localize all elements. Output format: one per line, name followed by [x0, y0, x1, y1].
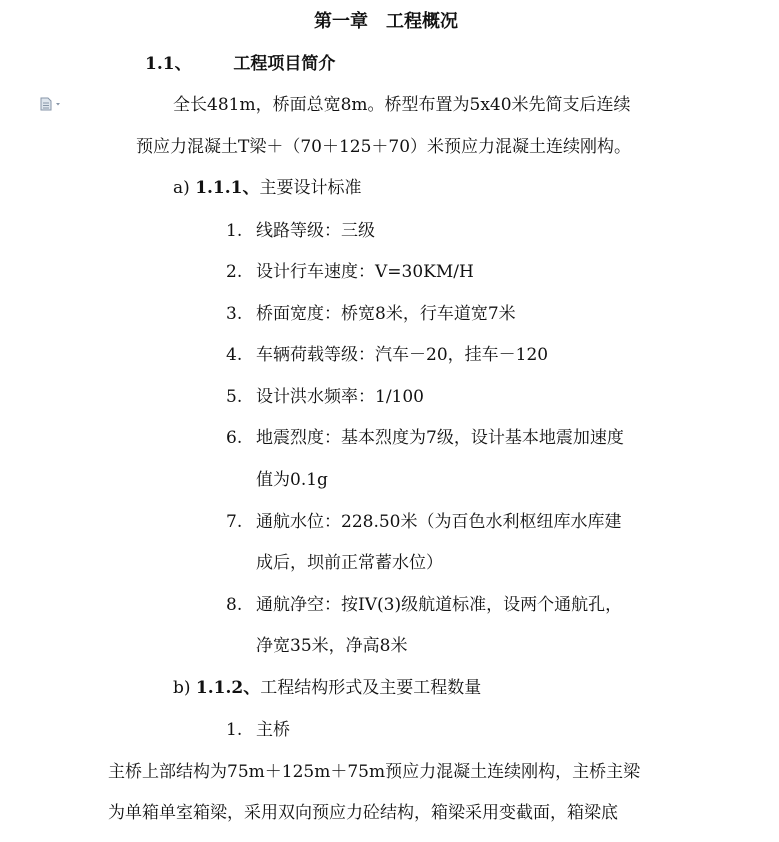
subsection-b-heading — [173, 676, 481, 700]
list-item: 7. 通航水位：228.50米（为百色水利枢纽库水库建 — [226, 512, 622, 532]
main-bridge-heading: 1. 主桥 — [226, 720, 290, 740]
list-item-continuation: 成后，坝前正常蓄水位） — [256, 553, 443, 573]
list-item: 1. 线路等级：三级 — [226, 221, 375, 241]
document-menu-icon[interactable] — [40, 96, 64, 110]
list-item: 2. 设计行车速度：V=30KM/H — [226, 262, 474, 282]
body-line-2: 为单箱单室箱梁，采用双向预应力砼结构，箱梁采用变截面，箱梁底 — [108, 803, 618, 823]
list-item: 6. 地震烈度：基本烈度为7级，设计基本地震加速度 — [226, 428, 624, 448]
list-item-continuation: 净宽35米，净高8米 — [256, 636, 408, 656]
subsection-a-number: 1.1.1、 — [195, 178, 260, 198]
list-item: 4. 车辆荷载等级：汽车－20，挂车－120 — [226, 345, 549, 365]
section-number: 1.1、 — [145, 54, 192, 74]
section-heading — [145, 52, 335, 76]
subsection-a-heading — [173, 176, 362, 200]
subsection-b-number: 1.1.2、 — [195, 678, 261, 698]
subsection-a-marker: a) — [173, 178, 190, 198]
subsection-b-title: 工程结构形式及主要工程数量 — [260, 678, 482, 698]
subsection-b-marker: b) — [173, 678, 191, 698]
intro-line-1: 全长481m，桥面总宽8m。桥型布置为5x40米先简支后连续 — [173, 95, 631, 115]
list-item-continuation: 值为0.1g — [256, 470, 328, 490]
list-item: 8. 通航净空：按IV(3)级航道标准，设两个通航孔， — [226, 595, 623, 615]
intro-line-2: 预应力混凝土T梁＋（70＋125＋70）米预应力混凝土连续刚构。 — [136, 137, 632, 157]
chapter-title: 第一章 工程概况 — [314, 11, 458, 32]
list-item: 3. 桥面宽度：桥宽8米，行车道宽7米 — [226, 304, 516, 324]
section-title: 工程项目简介 — [233, 54, 336, 74]
list-item: 5. 设计洪水频率：1/100 — [226, 387, 424, 407]
body-line-1: 主桥上部结构为75m＋125m＋75m预应力混凝土连续刚构，主桥主梁 — [108, 762, 641, 782]
subsection-a-title: 主要设计标准 — [259, 178, 362, 198]
